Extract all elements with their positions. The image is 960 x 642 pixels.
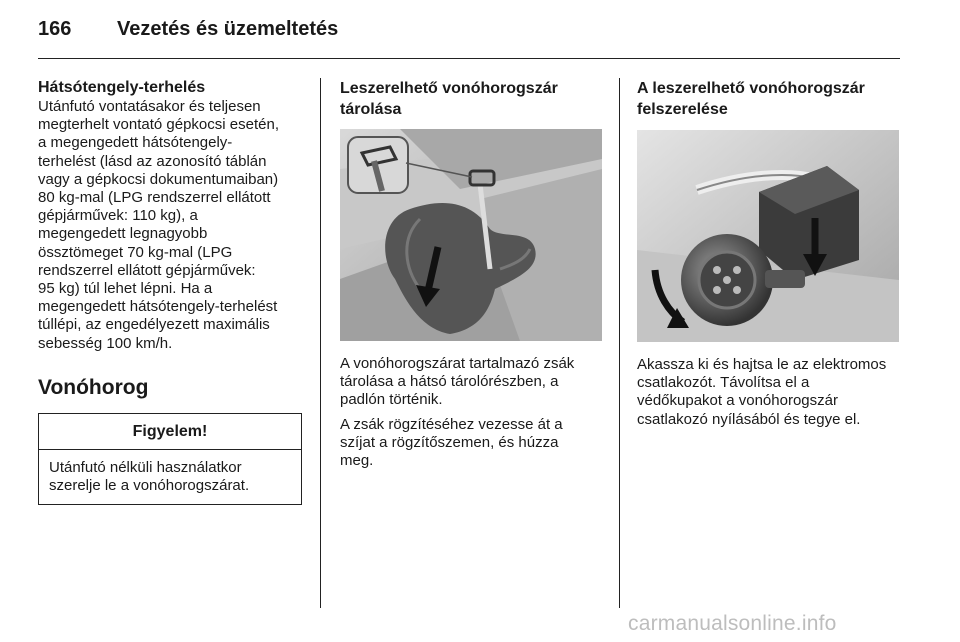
column-divider-1 bbox=[320, 78, 321, 608]
page-number: 166 bbox=[38, 18, 72, 40]
towbar-bag-illustration bbox=[340, 129, 602, 341]
warning-text: Utánfutó nélküli használatkor szerelje le a vonóhorogszárat. bbox=[49, 458, 250, 495]
column-2 bbox=[340, 78, 602, 470]
running-title: Vezetés és üzemeltetés bbox=[117, 18, 339, 40]
mounting-heading: A leszerelhető vonóhorogszár felszerelése bbox=[637, 80, 865, 118]
column-1 bbox=[38, 78, 306, 505]
mounting-caption: Akassza ki és hajtsa le az elektromos csatlakozót. Távolítsa el a védőkupakot a vonóhorogszár csatlakozó nyílásából és tegye el. bbox=[637, 356, 887, 428]
column-divider-2 bbox=[619, 78, 620, 608]
page-header bbox=[38, 14, 900, 59]
rear-axle-load-heading: Hátsótengely-terhelés bbox=[38, 79, 206, 96]
warning-box bbox=[38, 413, 302, 505]
storage-caption: A vonóhorogszárat tartalmazó zsák tárolása a hátsó tárolórészben, a padlón történik. A zsák rögzítéséhez vezesse át a szíjat a rögzítőszemen, és húzza meg. bbox=[340, 355, 575, 470]
watermark: carmanualsonline.info bbox=[628, 612, 837, 635]
column-3 bbox=[637, 78, 901, 429]
storage-heading: Leszerelhető vonóhorogszár tárolása bbox=[340, 80, 558, 118]
warning-title: Figyelem! bbox=[39, 414, 301, 450]
rear-axle-load-text: Utánfutó vontatásakor és teljesen megterhelt vontató gépkocsi esetén, a megengedett hátsótengely- terhelést (lásd az azonosító táblán vagy a gépkocsi dokumentumaiban) 80 kg-mal (LPG rendszerrel ellátott gépjárművek: 110 kg), a megengedett legnagyobb össztömeget 70 kg-mal (LPG rendszerrel ellátott gépjárművek: 95 kg) túl lehet lépni. Ha a megengedett hátsótengely-terhelést túllépi, az engedélyezett maximális sebesség 100 km/h. bbox=[38, 98, 279, 352]
section-title-towbar: Vonóhorog bbox=[38, 375, 149, 399]
connector-illustration bbox=[637, 130, 899, 342]
